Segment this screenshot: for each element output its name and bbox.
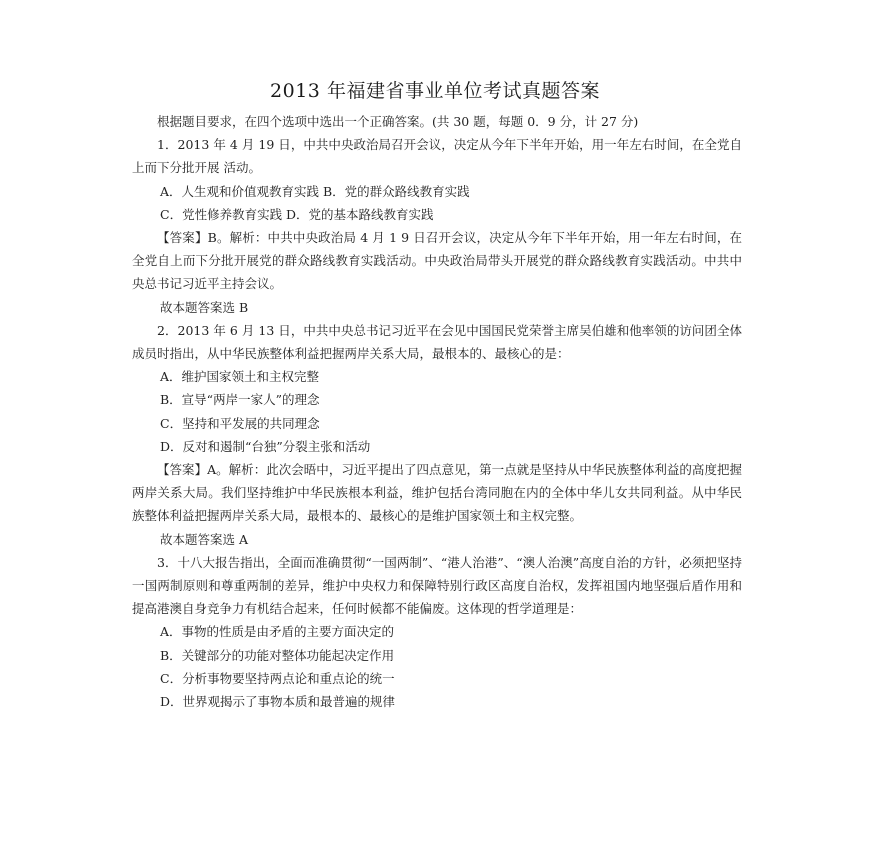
- question-1-stem: 1．2013 年 4 月 19 日，中共中央政治局召开会议，决定从今年下半年开始，用一年左右时间，在全党自上而下分批开展 活动。: [132, 137, 742, 176]
- question-1-option-line: A．人生观和价值观教育实践 B．党的群众路线教育实践: [160, 183, 470, 199]
- document-title: 2013 年福建省事业单位考试真题答案: [270, 80, 600, 102]
- question-2-answer: 【答案】A。解析：此次会晤中，习近平提出了四点意见，第一点就是坚持从中华民族整体利益的高度把握两岸关系大局。我们坚持维护中华民族根本利益，维护包括台湾同胞在内的全体中华儿女共同利益。从中华民族整体利益把握两岸关系大局，最根本的、最核心的是维护国家领土和主权完整。: [132, 462, 742, 524]
- question-2-option: C．坚持和平发展的共同理念: [160, 415, 320, 431]
- question-1-answer: 【答案】B。解析：中共中央政治局 4 月 1 9 日召开会议，决定从今年下半年开始，用一年左右时间，在全党自上而下分批开展党的群众路线教育实践活动。中央政治局带头开展党的群众路线教育实践活动。中共中央总书记习近平主持会议。: [132, 230, 742, 292]
- question-2-option: D．反对和遏制“台独”分裂主张和活动: [160, 438, 371, 454]
- question-2-conclusion: 故本题答案选 A: [160, 531, 249, 547]
- question-2-option: B．宣导“两岸一家人”的理念: [160, 392, 320, 408]
- question-3-stem: 3．十八大报告指出，全面而准确贯彻“一国两制”、“港人治港”、“澳人治澳”高度自治的方针，必须把坚持一国两制原则和尊重两制的差异，维护中央权力和保障特别行政区高度自治权，发挥祖国内地坚强后盾作用和提高港澳自身竞争力有机结合起来，任何时候都不能偏废。这体现的哲学道理是：: [132, 554, 742, 617]
- question-3-option: C．分析事物要坚持两点论和重点论的统一: [160, 670, 395, 686]
- question-3-option: B．关键部分的功能对整体功能起决定作用: [160, 647, 395, 663]
- question-2-option: A．维护国家领土和主权完整: [160, 369, 320, 385]
- question-1-option-line: C．党性修养教育实践 D．党的基本路线教育实践: [160, 206, 434, 222]
- intro-paragraph: 根据题目要求，在四个选项中选出一个正确答案。(共 30 题，每题 0．9 分，计 27 分): [157, 114, 639, 129]
- document-body: [132, 110, 742, 713]
- question-3-option: D．世界观揭示了事物本质和最普遍的规律: [160, 694, 396, 710]
- question-1-conclusion: 故本题答案选 B: [160, 299, 249, 315]
- question-3-option: A．事物的性质是由矛盾的主要方面决定的: [160, 624, 395, 640]
- question-2-stem: 2．2013 年 6 月 13 日，中共中央总书记习近平在会见中国国民党荣誉主席吴伯雄和他率领的访问团全体成员时指出，从中华民族整体利益把握两岸关系大局，最根本的、最核心的是：: [132, 322, 742, 362]
